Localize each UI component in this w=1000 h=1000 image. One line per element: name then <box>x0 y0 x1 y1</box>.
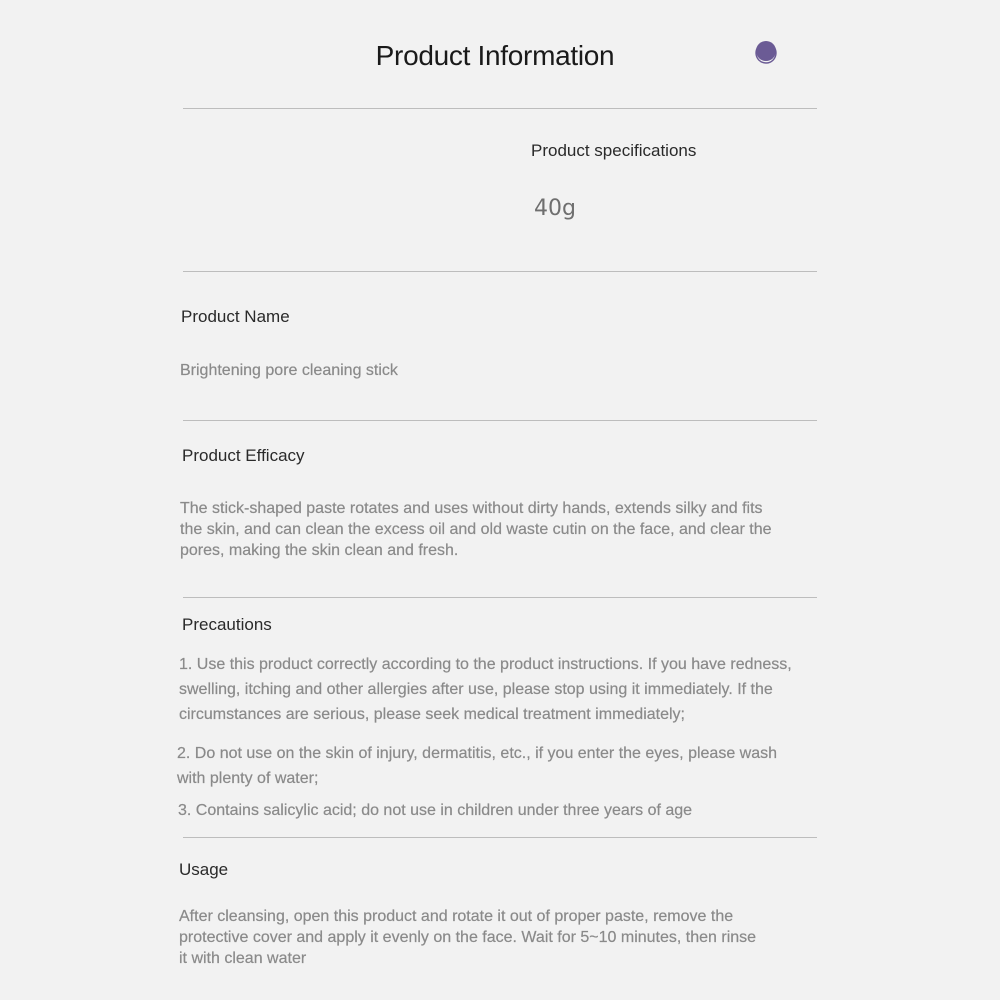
specifications-label: Product specifications <box>531 141 697 160</box>
product-name-value: Brightening pore cleaning stick <box>180 362 398 379</box>
precaution-line: with plenty of water; <box>177 770 319 787</box>
efficacy-label: Product Efficacy <box>182 446 305 465</box>
divider <box>183 597 817 598</box>
usage-label: Usage <box>179 860 229 879</box>
efficacy-line: The stick-shaped paste rotates and uses without dirty hands, extends silky and fits <box>180 500 763 517</box>
divider <box>183 271 817 272</box>
divider <box>183 837 817 838</box>
divider <box>183 108 817 109</box>
usage-line: protective cover and apply it evenly on the face. Wait for 5~10 minutes, then rinse <box>179 929 757 946</box>
page-title: Product Information <box>375 40 615 71</box>
precaution-item-1 <box>179 652 792 727</box>
precaution-item-3: 3. Contains salicylic acid; do not use in children under three years of age <box>178 802 693 819</box>
usage-text <box>179 906 756 969</box>
divider <box>183 420 817 421</box>
efficacy-line: pores, making the skin clean and fresh. <box>180 542 459 559</box>
precaution-item-2 <box>177 741 777 791</box>
efficacy-text <box>180 498 771 561</box>
usage-line: it with clean water <box>179 950 307 967</box>
precaution-line: circumstances are serious, please seek medical treatment immediately; <box>179 706 685 723</box>
precaution-line: 1. Use this product correctly according to the product instructions. If you have redness, <box>179 656 792 673</box>
specifications-value: 40g <box>534 196 576 221</box>
precautions-label: Precautions <box>182 615 272 634</box>
purple-circle-logo-icon <box>755 40 777 68</box>
efficacy-line: the skin, and can clean the excess oil and old waste cutin on the face, and clear the <box>180 521 772 538</box>
precaution-line: 2. Do not use on the skin of injury, dermatitis, etc., if you enter the eyes, please wash <box>177 745 778 762</box>
usage-line: After cleansing, open this product and rotate it out of proper paste, remove the <box>179 908 734 925</box>
product-name-label: Product Name <box>181 307 290 326</box>
precaution-line: swelling, itching and other allergies after use, please stop using it immediately. If the <box>179 681 773 698</box>
